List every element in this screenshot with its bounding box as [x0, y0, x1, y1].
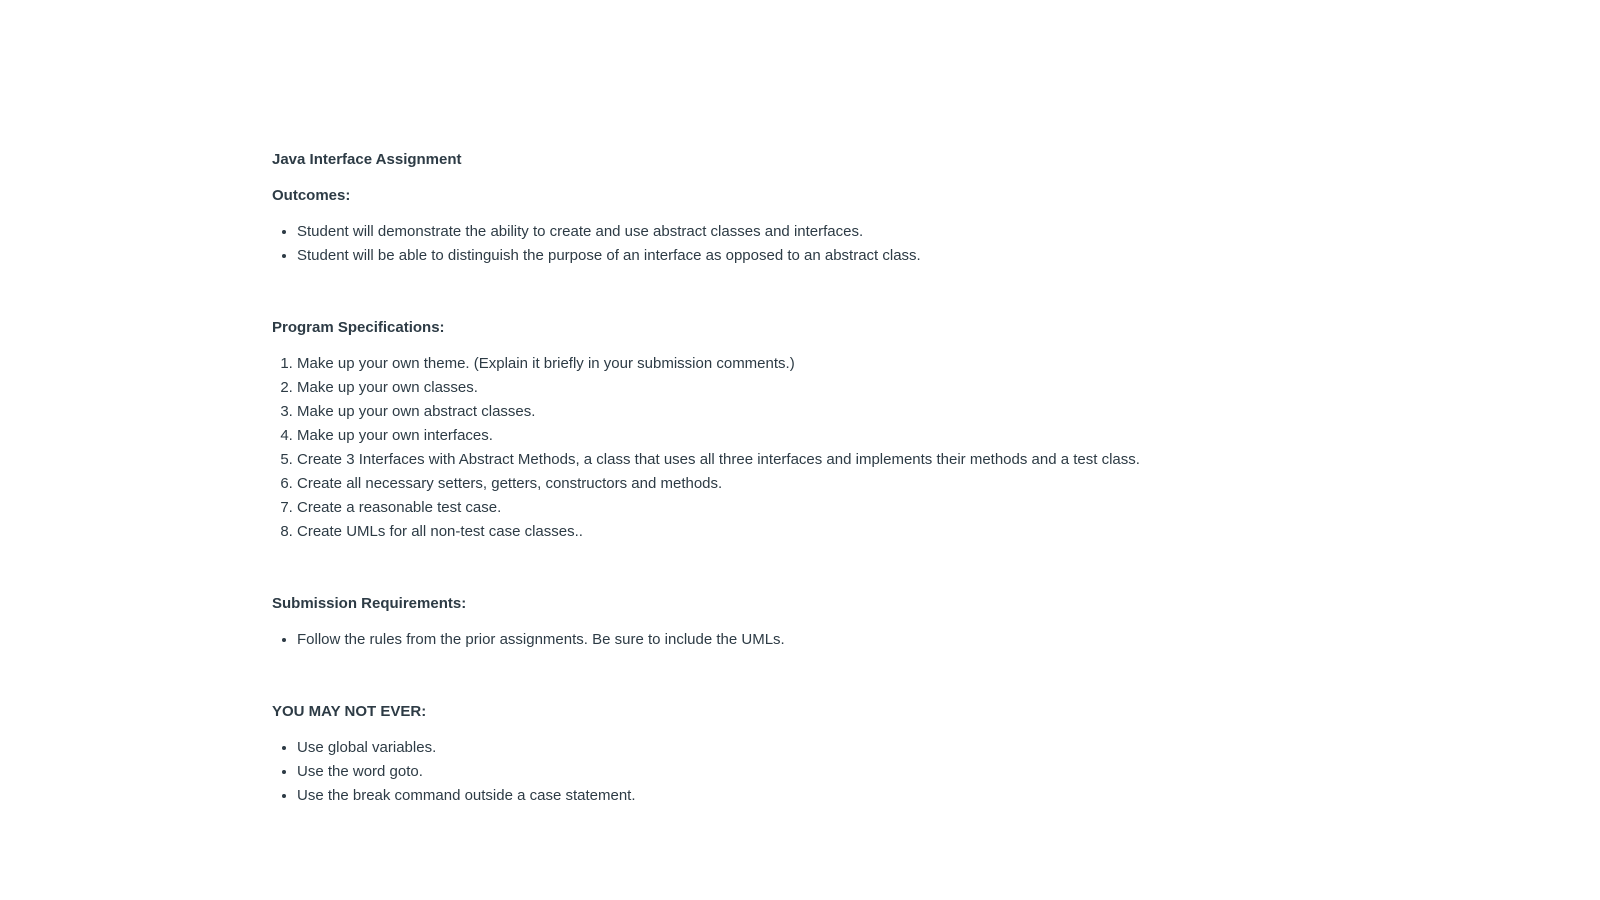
list-item: 7. Create a reasonable test case. [297, 496, 1272, 520]
list-item: • Use global variables. [297, 736, 1272, 760]
list-item: 6. Create all necessary setters, getters, constructors and methods. [297, 472, 1272, 496]
list-item: 3. Make up your own abstract classes. [297, 400, 1272, 424]
list-item: • Use the word goto. [297, 760, 1272, 784]
list-item: • Use the break command outside a case statement. [297, 784, 1272, 808]
may-not-ever-list [272, 736, 1272, 808]
page-title: Java Interface Assignment [272, 151, 462, 168]
list-item: 1. Make up your own theme. (Explain it briefly in your submission comments.) [297, 352, 1272, 376]
list-item: • Student will demonstrate the ability to create and use abstract classes and interfaces. [297, 220, 1272, 244]
assignment-content [272, 148, 1272, 808]
program-specifications-heading: Program Specifications: [272, 319, 445, 336]
list-item: 8. Create UMLs for all non-test case classes.. [297, 520, 1272, 544]
may-not-ever-heading: YOU MAY NOT EVER: [272, 703, 427, 720]
outcomes-list [272, 220, 1272, 268]
outcomes-heading: Outcomes: [272, 187, 351, 204]
program-specifications-list [272, 352, 1272, 544]
list-item: • Student will be able to distinguish the purpose of an interface as opposed to an abstract class. [297, 244, 1272, 268]
list-item: 5. Create 3 Interfaces with Abstract Methods, a class that uses all three interfaces and implements their methods and a test class. [297, 448, 1272, 472]
list-item: 4. Make up your own interfaces. [297, 424, 1272, 448]
list-item: 2. Make up your own classes. [297, 376, 1272, 400]
submission-requirements-heading: Submission Requirements: [272, 595, 467, 612]
submission-requirements-list [272, 628, 1272, 652]
list-item: • Follow the rules from the prior assignments. Be sure to include the UMLs. [297, 628, 1272, 652]
